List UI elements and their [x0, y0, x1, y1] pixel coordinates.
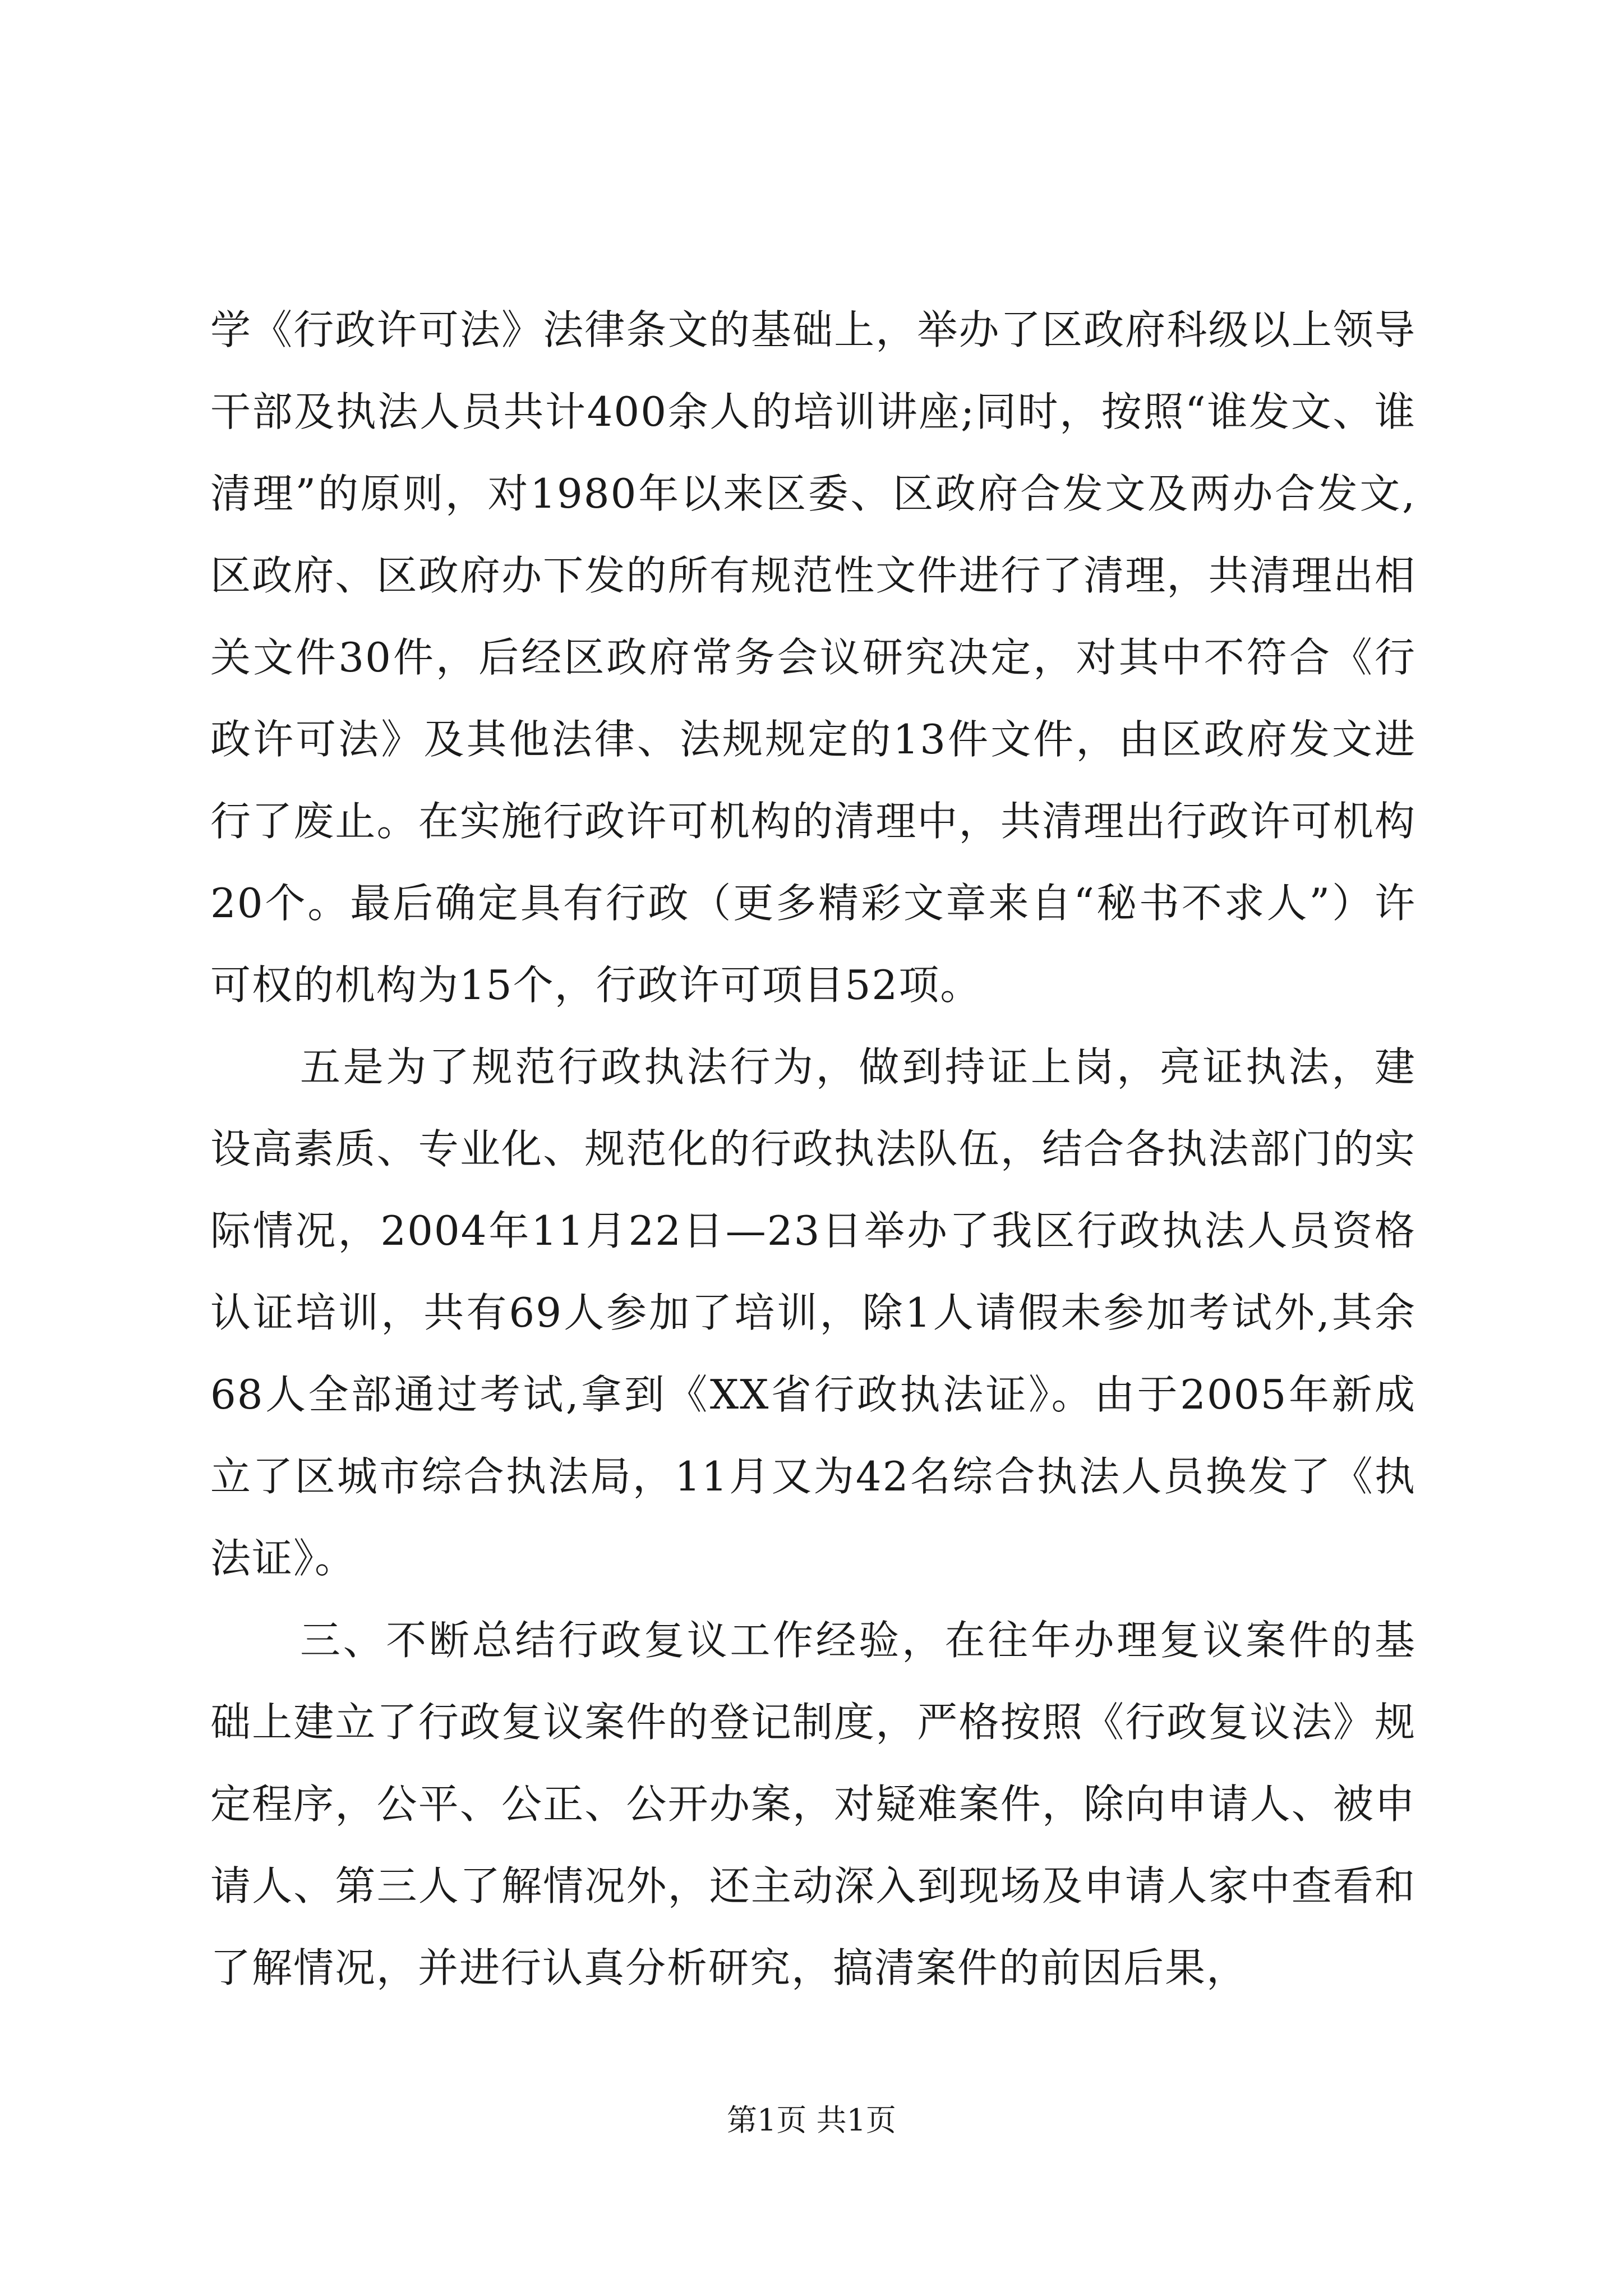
page-footer: 第1页 共1页	[727, 2102, 896, 2138]
document-body	[210, 289, 1416, 2009]
paragraph-item-five: 五是为了规范行政执法行为，做到持证上岗，亮证执法，建设高素质、专业化、规范化的行政执法队伍，结合各执法部门的实际情况，2004年11月22日—23日举办了我区行政执法人员资格认证培训，共有69人参加了培训，除1人请假未参加考试外,其余68人全部通过考试,拿到《XX省行政执法证》。由于2005年新成立了区城市综合执法局，11月又为42名综合执法人员换发了《执法证》。	[210, 1043, 1416, 1582]
paragraph-section-three: 三、不断总结行政复议工作经验，在往年办理复议案件的基础上建立了行政复议案件的登记制度，严格按照《行政复议法》规定程序，公平、公正、公开办案，对疑难案件，除向申请人、被申请人、第三人了解情况外，还主动深入到现场及申请人家中查看和了解情况，并进行认真分析研究，搞清案件的前因后果，	[210, 1617, 1416, 1991]
paragraph-continued: 学《行政许可法》法律条文的基础上，举办了区政府科级以上领导干部及执法人员共计400余人的培训讲座;同时，按照“谁发文、谁清理”的原则，对1980年以来区委、区政府合发文及两办合发文,区政府、区政府办下发的所有规范性文件进行了清理，共清理出相关文件30件，后经区政府常务会议研究决定，对其中不符合《行政许可法》及其他法律、法规规定的13件文件，由区政府发文进行了废止。在实施行政许可机构的清理中，共清理出行政许可机构20个。最后确定具有行政（更多精彩文章来自“秘书不求人”）许可权的机构为15个，行政许可项目52项。	[210, 306, 1416, 1009]
